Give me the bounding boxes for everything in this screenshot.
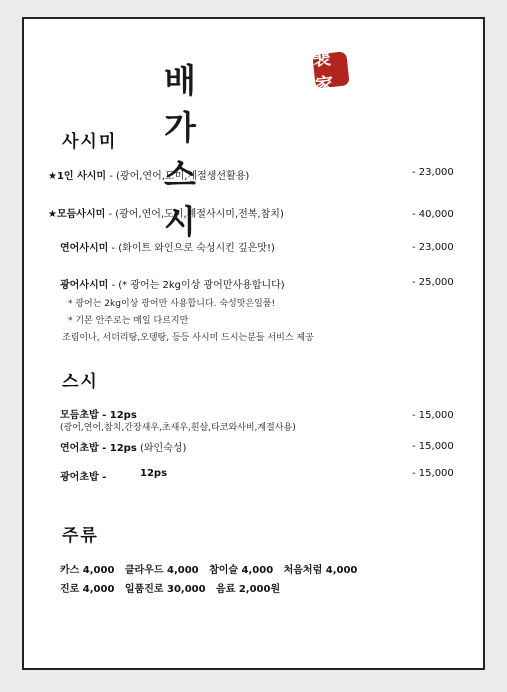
- item-name: 1인 사시미: [56, 171, 107, 182]
- brand-seal-icon: 裵家: [312, 51, 349, 88]
- menu-page: [22, 17, 485, 670]
- item-price: - 15,000: [412, 441, 454, 452]
- menu-item: [60, 439, 186, 454]
- item-price: - 15,000: [412, 468, 454, 479]
- item-desc: - (광어,연어,도미,계절사시미,전복,참치): [105, 209, 284, 220]
- item-desc: - (광어,연어,도미,계절생선활용): [106, 171, 250, 182]
- star-icon: ★: [48, 209, 57, 220]
- item-desc: - (화이트 와인으로 숙성시킨 깊은맛!): [108, 243, 275, 254]
- menu-item: [60, 239, 275, 254]
- section-title-sashimi: 사시미: [62, 132, 118, 152]
- item-name: 광어사시미: [60, 280, 109, 291]
- note-line: 조림이나, 서더리탕,오뎅탕, 등등 사시미 드시는분들 서비스 제공: [62, 333, 314, 343]
- note-line: * 기본 안주로는 매일 다르지만: [68, 316, 189, 326]
- brand-name: 배가스시: [164, 61, 197, 241]
- drinks-line: 카스 4,000 클라우드 4,000 참이슬 4,000 처음처럼 4,000: [60, 565, 358, 576]
- item-desc: 12ps: [140, 468, 168, 479]
- item-name: 모듬초밥 - 12ps: [60, 410, 137, 421]
- item-name: 모듬사시미: [56, 209, 106, 220]
- item-name: 연어초밥 - 12ps: [60, 443, 137, 454]
- item-desc: - (* 광어는 2kg이상 광어만사용합니다): [108, 280, 285, 291]
- menu-item: [60, 276, 285, 291]
- item-name: 연어사시미: [60, 243, 109, 254]
- drinks-line: 진로 4,000 일품진로 30,000 음료 2,000원: [60, 584, 281, 595]
- item-price: - 15,000: [412, 410, 454, 421]
- item-name: 광어초밥 -: [60, 472, 107, 483]
- star-icon: ★: [48, 171, 57, 182]
- section-title-sushi: 스시: [62, 372, 99, 392]
- item-price: - 23,000: [412, 242, 454, 253]
- item-price: - 40,000: [412, 209, 454, 220]
- item-price: - 25,000: [412, 277, 454, 288]
- note-line: * 광어는 2kg이상 광어만 사용합니다. 숙성맛은일품!: [68, 299, 276, 309]
- item-price: - 23,000: [412, 167, 454, 178]
- menu-item: [48, 205, 284, 220]
- item-desc: (와인숙성): [139, 443, 187, 454]
- menu-item: [48, 167, 249, 182]
- item-desc: (광어,연어,참치,간장새우,초새우,흰살,타코와사비,계절사용): [60, 423, 296, 433]
- section-title-drinks: 주류: [62, 526, 99, 546]
